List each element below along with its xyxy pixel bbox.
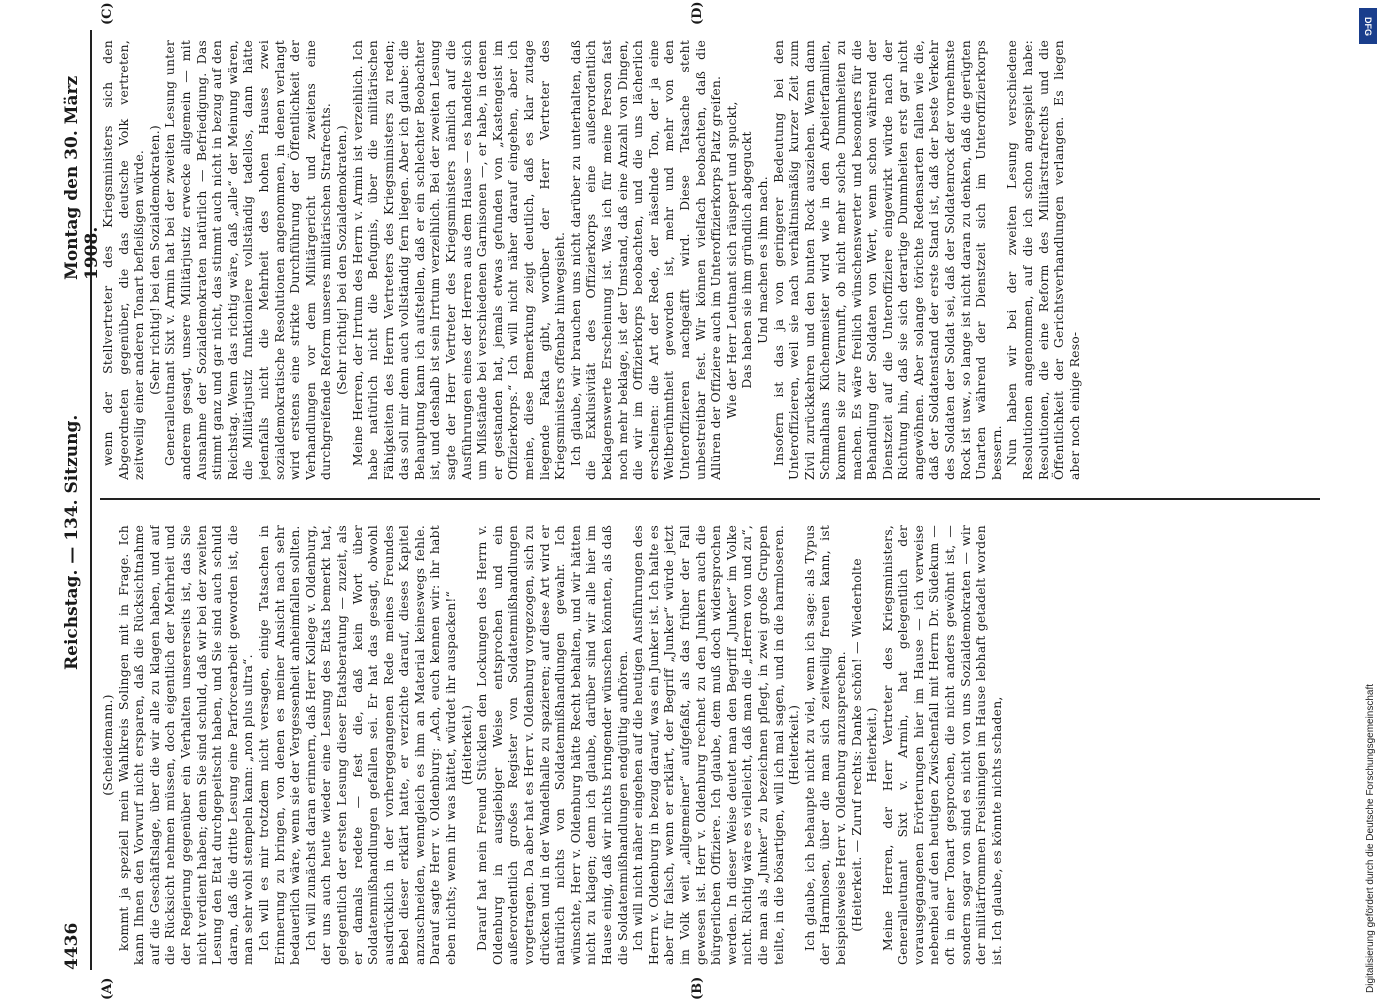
paragraph: Ich will nicht näher eingehen auf die heutigen Ausführungen des Herrn v. Oldenburg in bezug darauf, was ein Junker ist. Ich halte es aber für falsch, wenn er erklärt, der Begriff „Junker“ würde jetzt im Volk weit „allgemeiner“ aufgefaßt, als das früher der Fall gewesen ist. Herr v. Oldenburg rechnet zu den Junkern auch die bürgerlichen Offiziere. Ich glaube, dem muß doch widersprochen werden. In dieser Weise deutet man den Begriff „Junker“ im Volke nicht. Richtig wäre es vielleicht, daß man die „Herren von und zu“, die man als „Junker“ zu bezeichnen pflegt, in zwei große Gruppen teilte, in die bösartigen, will ich mal sagen, und in die harmloseren. bbox=[630, 525, 786, 965]
paragraph: Meine Herren, der Irrtum des Herrn v. Armin ist verzeihlich. Ich habe natürlich nicht die Befugnis, über die militärischen Fähigkeiten des Herrn Vertreters des Kriegsministers zu reden; das soll mir denn auch vollständig fern liegen. Aber ich glaube: die Behauptung kann ich aufstellen, daß er ein schlechter Beobachter ist, und deshalb ist sein Irrtum verzeihlich. Bei der zweiten Lesung sagte der Herr Vertreter des Kriegsministers nämlich auf die Ausführungen eines der Herren aus dem Hause — es handelte sich um Mißstände bei verschiedenen Garnisonen —, er habe, in denen er gestanden hat, jemals etwas gefunden von „Kastengeist im Offizierkorps.“ Ich will nicht näher darauf eingehen, aber ich meine, diese Bemerkung zeigt deutlich, daß es klar zutage liegende Fakta gibt, worüber der Herr Vertreter des Kriegsministers offenbar hinwegsieht. bbox=[349, 40, 568, 480]
margin-mark-b: (B) bbox=[690, 976, 705, 1000]
paragraph: (Heiterkeit. — Zuruf rechts: Danke schön! — Wiederholte Heiterkeit.) bbox=[848, 558, 880, 932]
paragraph: Ich will zunächst daran erinnern, daß Herr Kollege v. Oldenburg, der uns auch heute wieder eine Lesung des Etats bemerkt hat, gelegentlich der ersten Lesung dieser Etatsberatung — zuzeit, als er damals redete — fest die, daß kein Wort über Soldatenmißhandlungen gefallen sei. Er hat das gesagt, obwohl ausdrücklich in der vorhergegangenen Rede meines Freundes Bebel dieser erklärt hatte, er verzichte darauf, dieses Kapitel anzuschneiden, wenngleich es ihm an Material keineswegs fehle. Darauf sagte Herr v. Oldenburg: „Ach, euch kennen wir: ihr habt eben nichts; wenn ihr was hättet, würdet ihr auspacken!“ bbox=[302, 525, 459, 965]
session-title: Reichstag. — 134. Sitzung. bbox=[62, 414, 82, 670]
paragraph: (Heiterkeit.) bbox=[786, 704, 802, 786]
paragraph: (Heiterkeit.) bbox=[458, 704, 474, 786]
paragraph: Nun haben wir bei der zweiten Lesung verschiedene Resolutionen angenommen, auf die ich schon angespielt habe: Resolutionen, die eine Reform des Militärstrafrechts und die Öffentlichkeit der Gerichtsverhandlungen verlangen. Es liegen aber noch einige Reso- bbox=[1004, 40, 1082, 480]
verse-line: Das haben sie ihm gründlich abgeguckt bbox=[739, 131, 755, 389]
dfg-logo: DFG bbox=[1359, 8, 1377, 44]
credit-strip bbox=[1349, 8, 1379, 993]
page-number: 4436 bbox=[62, 922, 82, 970]
paragraph: Ich glaube, ich behaupte nicht zu viel, wenn ich sage: als Typus der Harmlosen, über die man sich zeitweilig freuen kann, ist beispielsweise Herr v. Oldenburg anzusprechen. bbox=[801, 525, 848, 965]
footer-credit: Digitalisierung gefördert durch die Deutsche Forschungsgemeinschaft bbox=[1365, 683, 1376, 993]
paragraph: (Scheidemann.) bbox=[100, 694, 115, 796]
paragraph: Insofern ist das ja von geringerer Bedeutung bei den Unteroffizieren, weil sie nach verhältnismäßig kurzer Zeit zum Zivil zurückkehren und den bunten Rock ausziehen. Wenn dann Schmalhans Küchenmeister wird wie in den Arbeiterfamilien, kommen sie zur Vernunft, ob nicht mehr solche Dummheiten zu machen. Es wäre freilich wünschenswerter und besonders für die Behandlung der Soldaten von Wert, wenn schon während der Dienstzeit auf die Unteroffiziere eingewirkt würde nach der Richtung hin, daß sie sich derartige Dummheiten erst gar nicht angewöhnen. Aber solange törichte Redensarten fallen wie die, daß der Soldatenstand der erste Stand ist, daß der beste Verkehr des Soldaten der Soldat sei, daß der Soldatenrock der vornehmste Rock ist usw., so lange ist nicht daran zu denken, daß die gerügten Unarten während der Dienstzeit sich im Unteroffizierkorps bessern. bbox=[770, 40, 1004, 480]
margin-mark-c: (C) bbox=[100, 2, 115, 25]
paragraph: Meine Herren, der Herr Vertreter des Kriegsministers, Generalleutnant Sixt v. Armin, hat gelegentlich der vorausgegangenen Erörterungen hier im Hause — ich verweise nebenbei auf den heutigen Zwischenfall mit Herrn Dr. Südekum — oft in einer Tonart gesprochen, die nicht anders gewöhnt ist, — sondern sogar von sind es nicht von uns Sozialdemokraten — wir der militärfrommen Freisinnigen im Hause lebhaft getadelt worden ist. Ich glaube, es könnte nichts schaden, bbox=[879, 525, 1004, 965]
rotated-page-content bbox=[60, 1, 1330, 1000]
paragraph: Ich will es mir trotzdem nicht versagen, einige Tatsachen in Erinnerung zu bringen, von denen es meiner Ansicht nach sehr bedauerlich wäre, wenn sie der Vergessenheit anheimfallen sollten. bbox=[255, 525, 303, 965]
page-header bbox=[60, 30, 102, 970]
paragraph: kommt ja speziell mein Wahlkreis Solingen mit in Frage. Ich kann Ihnen den Vorwurf nicht ersparen, daß die Rücksichtnahme auf die Geschäftslage, über die wir alle zu klagen haben, und auf die Rücksicht nehmen müssen, doch eigentlich der Mehrheit und der Regierung gegenüber ein Verhalten unsererseits ist, das Sie nicht verdient haben; denn Sie sind schuld, daß wir bei der zweiten Lesung den Etat durchgepeitscht haben, und Sie sind auch schuld daran, daß die dritte Lesung eine Parforcearbeit geworden ist, die man sehr wohl stempeln kann: „non plus ultra“. bbox=[115, 525, 256, 965]
left-column bbox=[100, 525, 1325, 965]
paragraph: (Sehr richtig! bei den Sozialdemokraten.) bbox=[333, 125, 349, 395]
paragraph: Generalleutnant Sixt v. Armin hat bei der zweiten Lesung unter anderem gesagt, unsere Militärjustiz erwecke allgemein — mit Ausnahme der Sozialdemokraten natürlich — Befriedigung. Das stimmt ganz und gar nicht, das stimmt auch nicht in bezug auf den Reichstag. Wenn das richtig wäre, daß „alle“ der Meinung wären, die Militärjustiz funktioniere vollständig tadellos, dann hätte jedenfalls nicht die Mehrheit des hohen Hauses zwei sozialdemokratische Resolutionen angenommen, in denen verlangt wird erstens eine strikte Durchführung der Öffentlichkeit der Verhandlungen vor dem Militärgericht und zweitens eine durchgreifende Reform unseres militärischen Strafrechts. bbox=[162, 40, 334, 480]
paragraph: wenn der Stellvertreter des Kriegsministers sich den Abgeordneten gegenüber, die das deutsche Volk vertreten, zeitweilig einer anderen Tonart befleißigen würde. bbox=[100, 40, 147, 480]
column-divider bbox=[100, 498, 1320, 500]
paragraph: Ich glaube, wir brauchen uns nicht darüber zu unterhalten, daß die Exklusivität des Offizierkorps eine außerordentlich beklagenswerte Erscheinung ist. Was ich für meine Person fast noch mehr beklage, ist der Umstand, daß eine Anzahl von Dingen, die wir im Offizierkorps beobachten, und die uns lächerlich erscheinen: die Art der Rede, der näselnde Ton, der ja eine Weltberühmtheit geworden ist, mehr und mehr von den Unteroffizieren nachgeäfft wird. Diese Tatsache steht unbestreitbar fest. Wir können vielfach beobachten, daß die Allüren der Offiziere auch im Unteroffizierkorps Platz greifen. bbox=[567, 40, 724, 480]
session-date: Montag den 30. März 1908. bbox=[62, 75, 102, 280]
verse-line: Und machen es ihm nach. bbox=[754, 176, 770, 344]
paragraph: Darauf hat mein Freund Stücklen den Lockungen des Herrn v. Oldenburg in ausgiebiger Weise entsprochen und ein außerordentlich großes Register von Soldatenmißhandlungen vorgetragen. Da aber hat es Herr v. Oldenburg vorgezogen, sich zu drücken und in der Wandelhalle zu spazieren; auf diese Art wird er natürlich nichts von Soldatenmißhandlungen gewahr. Ich wünschte, Herr v. Oldenburg hätte Recht behalten, und wir hätten nicht zu klagen; denn ich glaube, darüber sind wir alle hier im Hause einig, daß wir nichts bringender wünschen könnten, als daß die Soldatenmißhandlungen endgültig aufhören. bbox=[474, 525, 630, 965]
right-column bbox=[100, 40, 1325, 480]
paragraph: (Sehr richtig! bei den Sozialdemokraten.) bbox=[146, 125, 162, 395]
margin-mark-d: (D) bbox=[690, 1, 705, 25]
margin-mark-a: (A) bbox=[100, 977, 115, 1000]
verse-line: Wie der Herr Leutnant sich räuspert und spuckt, bbox=[723, 101, 739, 419]
